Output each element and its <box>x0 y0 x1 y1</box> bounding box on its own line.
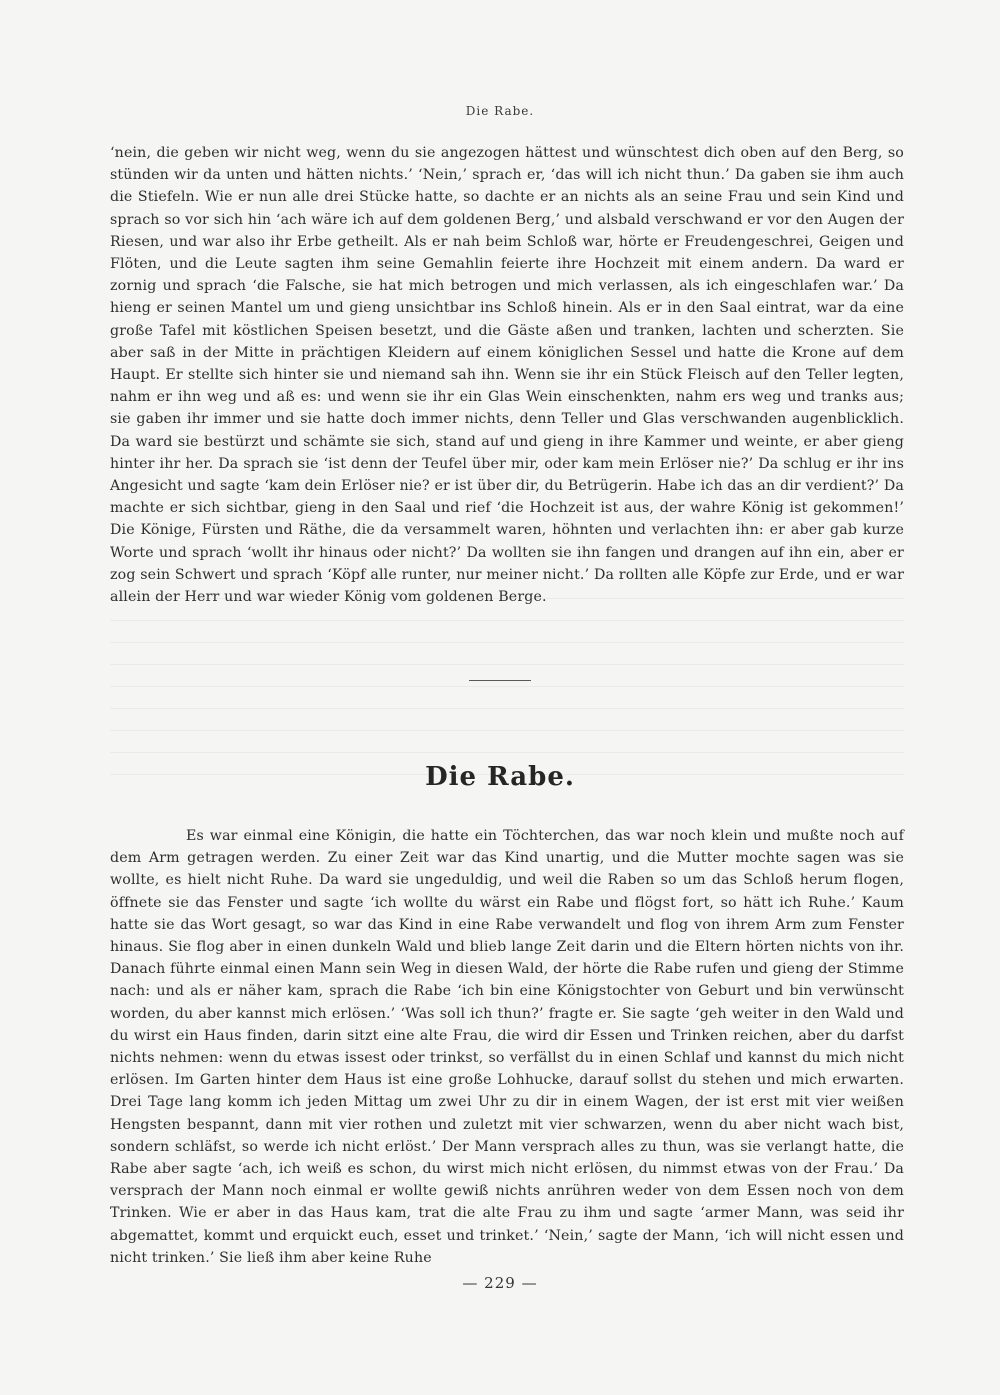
paragraph: ‘nein, die geben wir nicht weg, wenn du sie angezogen hättest und wünschtest dich oben auf den Berg, so stünden wir da unten und hätten nichts.’ ‘Nein,’ sprach er, ‘das will ich nicht thun.’ Da gaben sie ihm auch die Stiefeln. Wie er nun alle drei Stücke hatte, so dachte er an nichts als an seine Frau und sein Kind und sprach so vor sich hin ‘ach wäre ich auf dem goldenen Berg,’ und alsbald verschwand er vor den Augen der Riesen, und war also ihr Erbe getheilt. Als er nah beim Schloß war, hörte er Freudengeschrei, Geigen und Flöten, und die Leute sagten ihm seine Gemahlin feierte ihre Hochzeit mit einem andern. Da ward er zornig und sprach ‘die Falsche, sie hat mich betrogen und mich verlassen, als ich eingeschlafen war.’ Da hieng er seinen Mantel um und gieng unsichtbar ins Schloß hinein. Als er in den Saal eintrat, war da eine große Tafel mit köstlichen Speisen besetzt, und die Gäste aßen und tranken, lachten und scherzten. Sie aber saß in der Mitte in prächtigen Kleidern auf einem königlichen Sessel und hatte die Krone auf dem Haupt. Er stellte sich hinter sie und niemand sah ihn. Wenn sie ihr ein Stück Fleisch auf den Teller legten, nahm er ihn weg und aß es: und wenn sie ihr ein Glas Wein einschenkten, nahm ers weg und tranks aus; sie gaben ihr immer und sie hatte doch immer nichts, denn Teller und Glas verschwanden augenblicklich. Da ward sie bestürzt und schämte sie sich, stand auf und gieng in ihre Kammer und weinte, er aber gieng hinter ihr her. Da sprach sie ‘ist denn der Teufel über mir, oder kam mein Erlöser nie?’ Da schlug er ihr ins Angesicht und sagte ‘kam dein Erlöser nie? er ist über dir, du Betrügerin. Habe ich das an dir verdient?’ Da machte er sich sichtbar, gieng in den Saal und rief ‘die Hochzeit ist aus, der wahre König ist gekommen!’ Die Könige, Fürsten und Räthe, die da versammelt waren, höhnten und verlachten ihn: er aber gab kurze Worte und sprach ‘wollt ihr hinaus oder nicht?’ Da wollten sie ihn fangen und drangen auf ihn ein, aber er zog sein Schwert und sprach ‘Köpf alle runter, nur meiner nicht.’ Da rollten alle Köpfe zur Erde, und er war allein der Herr und war wieder König vom goldenen Berge. <box>110 145 904 606</box>
page-number: — 229 — <box>462 1274 538 1292</box>
section-separator-rule <box>469 680 531 681</box>
continued-story-text <box>110 142 904 608</box>
paragraph: Es war einmal eine Königin, die hatte ein Töchterchen, das war noch klein und mußte noch auf dem Arm getragen werden. Zu einer Zeit war das Kind unartig, und die Mutter mochte sagen was sie wollte, es hielt nicht Ruhe. Da ward sie ungeduldig, und weil die Raben so um das Schloß herum flogen, öffnete sie das Fenster und sagte ‘ich wollte du wärst ein Rabe und flögst fort, so hätt ich Ruhe.’ Kaum hatte sie das Wort gesagt, so war das Kind in eine Rabe verwandelt und flog von ihrem Arm zum Fenster hinaus. Sie flog aber in einen dunkeln Wald und blieb lange Zeit darin und die Eltern hörten nichts von ihr. Danach führte einmal einen Mann sein Weg in diesen Wald, der hörte die Rabe rufen und gieng der Stimme nach: und als er näher kam, sprach die Rabe ‘ich bin eine Königstochter von Geburt und bin verwünscht worden, du aber kannst mich erlösen.’ ‘Was soll ich thun?’ fragte er. Sie sagte ‘geh weiter in den Wald und du wirst ein Haus finden, darin sitzt eine alte Frau, die wird dir Essen und Trinken reichen, aber du darfst nichts nehmen: wenn du etwas issest oder trinkst, so verfällst du in einen Schlaf und kannst du mich nicht erlösen. Im Garten hinter dem Haus ist eine große Lohhucke, darauf sollst du stehen und mich erwarten. Drei Tage lang komm ich jeden Mittag um zwei Uhr zu dir in einem Wagen, der ist erst mit vier weißen Hengsten bespannt, dann mit vier rothen und zuletzt mit vier schwarzen, wenn du aber nicht wach bist, sondern schläfst, so werde ich nicht erlöst.’ Der Mann versprach alles zu thun, was sie verlangt hatte, die Rabe aber sagte ‘ach, ich weiß es schon, du wirst mich nicht erlösen, du nimmst etwas von der Frau.’ Da versprach der Mann noch einmal er wollte gewiß nichts anrühren weder von dem Essen noch von dem Trinken. Wie er aber in das Haus kam, trat die alte Frau zu ihm und sagte ‘armer Mann, was seid ihr abgemattet, kommt und erquickt euch, esset und trinket.’ ‘Nein,’ sagte der Mann, ‘ich will nicht essen und nicht trinken.’ Sie ließ ihm aber keine Ruhe <box>110 828 904 1266</box>
show-through-texture <box>110 598 904 788</box>
running-head: Die Rabe. <box>465 104 535 118</box>
story-body-text <box>110 825 904 1269</box>
story-title: Die Rabe. <box>425 762 575 792</box>
